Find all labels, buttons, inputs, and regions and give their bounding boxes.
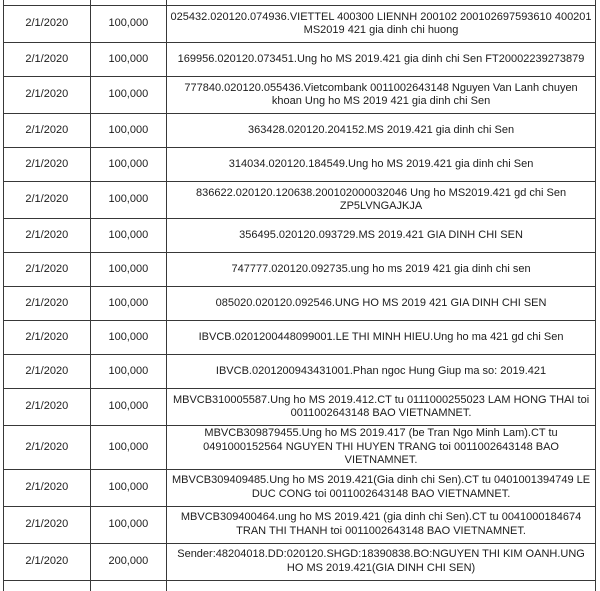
amount-cell: 100,000 [90,114,167,148]
date-cell: 2/1/2020 [4,219,91,253]
amount-cell: 100,000 [90,355,167,389]
amount-cell: 100,000 [90,182,167,219]
description-cell: 747777.020120.092735.ung ho ms 2019 421 gia dinh chi sen [167,253,596,287]
date-cell: 2/1/2020 [4,182,91,219]
description-cell: 085020.020120.092546.UNG HO MS 2019 421 GIA DINH CHI SEN [167,287,596,321]
description-cell: MBVCB309400464.ung ho MS 2019.421 (gia dinh chi Sen).CT tu 0041000184674 TRAN THI THANH toi 0011002643148 BAO VIETNAMNET. [167,506,596,543]
amount-cell: 100,000 [90,506,167,543]
description-cell: MBVCB309409485.Ung ho MS 2019.421(Gia dinh chi Sen).CT tu 0401001394749 LE DUC CONG toi 0011002643148 BAO VIETNAMNET. [167,469,596,506]
table-row [4,355,596,389]
date-cell: 2/1/2020 [4,389,91,426]
table-row [4,253,596,287]
table-row [4,148,596,182]
description-cell: IBVCB.0201200943431001.Phan ngoc Hung Giup ma so: 2019.421 [167,355,596,389]
description-cell: Sender:48204018.DD:020120.SHGD:18390838.BO:NGUYEN THI KIM OANH.UNG HO MS 2019.421(GIA DINH CHI SEN) [167,543,596,580]
date-cell: 2/1/2020 [4,469,91,506]
description-cell: 777840.020120.055436.Vietcombank 0011002643148 Nguyen Van Lanh chuyen khoan Ung ho MS 2019 421 gia dinh chi Sen [167,77,596,114]
description-cell: 025432.020120.074936.VIETTEL 400300 LIENNH 200102 200102697593610 400201 MS2019 421 gia dinh chi huong [167,6,596,43]
amount-cell: 100,000 [90,6,167,43]
date-cell: 2/1/2020 [4,506,91,543]
date-cell: 2/1/2020 [4,114,91,148]
date-cell: 2/1/2020 [4,543,91,580]
table-row [4,426,596,470]
table-row [4,321,596,355]
amount-cell: 100,000 [90,148,167,182]
description-cell [167,580,596,591]
partial-row-bottom [4,580,596,591]
date-cell: 2/1/2020 [4,355,91,389]
description-cell: 314034.020120.184549.Ung ho MS 2019.421 gia dinh chi Sen [167,148,596,182]
description-cell: MBVCB309879455.Ung ho MS 2019.417 (be Tran Ngo Minh Lam).CT tu 0491000152564 NGUYEN THI HUYEN TRANG toi 0011002643148 BAO VIETNAMNET. [167,426,596,470]
amount-cell: 100,000 [90,426,167,470]
date-cell: 2/1/2020 [4,6,91,43]
table-row [4,114,596,148]
description-cell: 836622.020120.120638.200102000032046 Ung ho MS2019.421 gd chi Sen ZP5LVNGAJKJA [167,182,596,219]
amount-cell: 100,000 [90,287,167,321]
description-cell: 356495.020120.093729.MS 2019.421 GIA DINH CHI SEN [167,219,596,253]
donation-transactions-table [3,0,596,591]
amount-cell: 100,000 [90,77,167,114]
date-cell: 2/1/2020 [4,426,91,470]
date-cell: 2/1/2020 [4,77,91,114]
table-row [4,6,596,43]
description-cell: IBVCB.0201200448099001.LE THI MINH HIEU.Ung ho ma 421 gd chi Sen [167,321,596,355]
table-row [4,219,596,253]
amount-cell: 100,000 [90,43,167,77]
amount-cell: 100,000 [90,253,167,287]
description-cell: MBVCB310005587.Ung ho MS 2019.412.CT tu 0111000255023 LAM HONG THAI toi 0011002643148 BAO VIETNAMNET. [167,389,596,426]
description-cell: 169956.020120.073451.Ung ho MS 2019.421 gia dinh chi Sen FT20002239273879 [167,43,596,77]
amount-cell [90,580,167,591]
amount-cell: 100,000 [90,469,167,506]
date-cell: 2/1/2020 [4,321,91,355]
date-cell: 2/1/2020 [4,287,91,321]
table-row [4,506,596,543]
date-cell: 2/1/2020 [4,148,91,182]
table-row [4,182,596,219]
amount-cell: 100,000 [90,219,167,253]
table-row [4,77,596,114]
table-row [4,469,596,506]
table-row [4,43,596,77]
amount-cell: 100,000 [90,321,167,355]
amount-cell: 200,000 [90,543,167,580]
date-cell: 2/1/2020 [4,43,91,77]
table-row [4,389,596,426]
date-cell: 2/1/2020 [4,253,91,287]
amount-cell: 100,000 [90,389,167,426]
date-cell [4,580,91,591]
description-cell: 363428.020120.204152.MS 2019.421 gia dinh chi Sen [167,114,596,148]
table-row [4,543,596,580]
table-row [4,287,596,321]
